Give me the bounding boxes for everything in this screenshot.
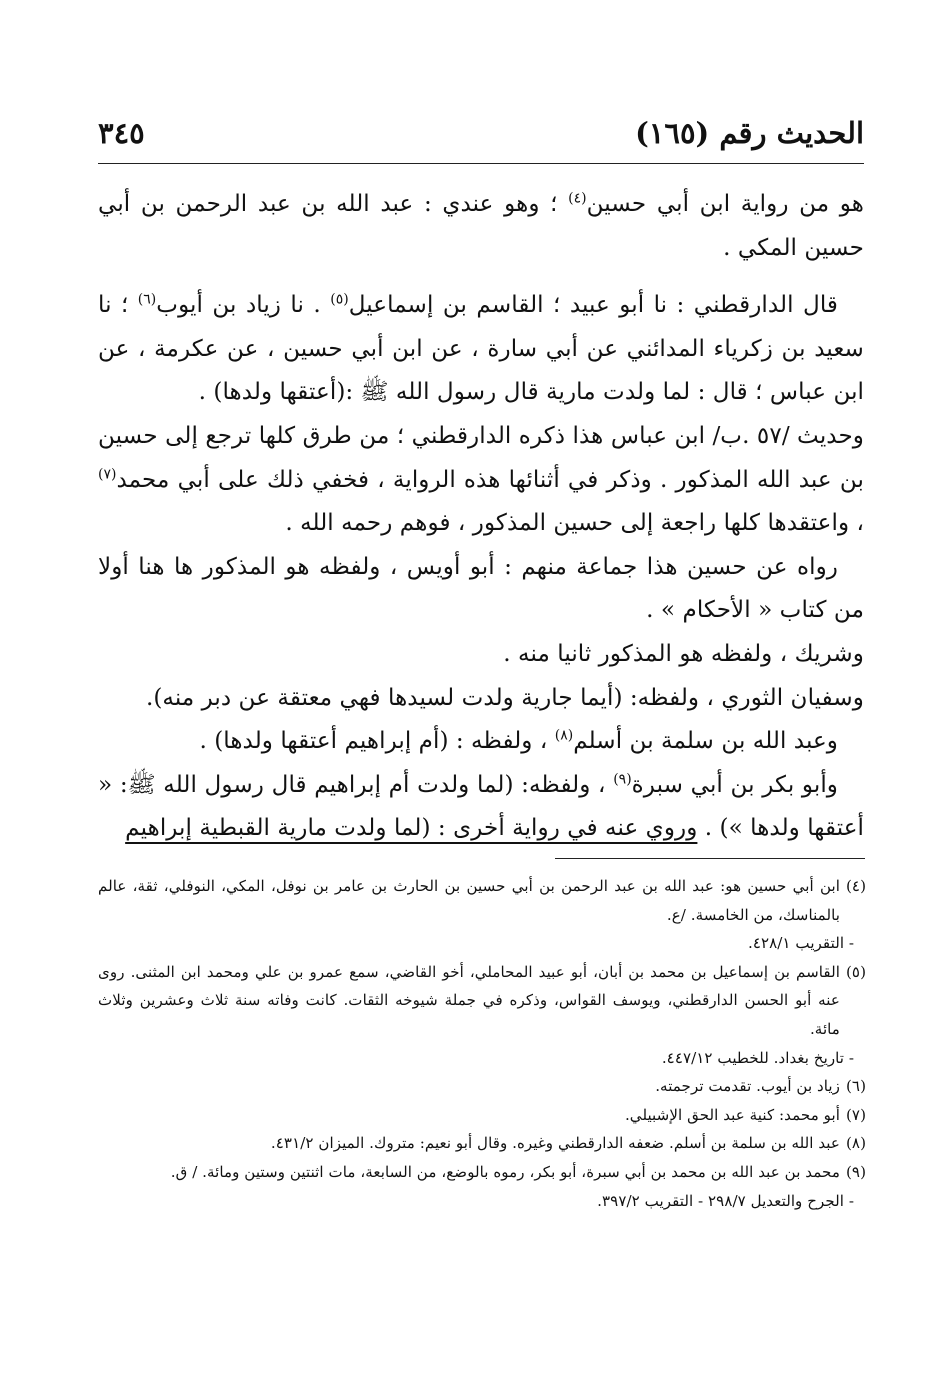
footnote-text: ابن أبي حسين هو: عبد الله بن عبد الرحمن بن أبي حسين بن الحارث بن عامر بن نوفل، المكي، النوفلي، ثقة، عالم بالمناسك، من الخامسة. /ع.	[98, 877, 840, 924]
footnote-source: - الجرح والتعديل ٢٩٨/٧ - التقريب ٣٩٧/٢.	[597, 1191, 854, 1210]
paragraph-2: قال الدارقطني : نا أبو عبيد ؛ القاسم بن إسماعيل$^{(٥)}$ . نا زياد بن أيوب$^{(٦)}$ ؛ نا سعيد بن زكرياء المدائني عن أبي سارة ، عن ابن أبي حسين ، عن عكرمة ، عن ابن عباس ؛ قال : لما ولدت مارية قال رسول الله ﷺ :(أعتقها ولدها) .	[98, 291, 864, 406]
footnote-source: - تاريخ بغداد. للخطيب ٤٤٧/١٢.	[661, 1048, 854, 1067]
footnotes	[98, 872, 866, 1215]
footnote-ref-7[interactable]: (٧)	[98, 465, 117, 482]
footnote-text: القاسم بن إسماعيل بن محمد بن أبان، أبو عبيد المحاملي، أخو القاضي، سمع عمرو بن علي ومحمد ابن المثنى. روى عنه أبو الحسن الدارقطني، ويوسف القواس، وذكره في جملة شيوخه الثقات. كانت وفاته سنة ثلاث وعشرين وثلاث مائة.	[98, 962, 840, 1038]
footnote-ref-4[interactable]: (٤)	[568, 190, 587, 207]
page-number: ٣٤٥	[98, 116, 145, 150]
footnote-ref-8[interactable]: (٨)	[554, 727, 574, 744]
page-header	[98, 108, 864, 158]
header-rule	[98, 163, 864, 164]
paragraph-3: وحديث /٥٧ .ب/ ابن عباس هذا ذكره الدارقطني ؛ من طرق كلها ترجع إلى حسين بن عبد الله المذكور . وذكر في أثنائها هذه الرواية ، فخفي ذلك على أبي محمد$^{(٧)}$ ، واعتقدها كلها راجعة إلى حسين المذكور ، فوهم رحمه الله .	[98, 421, 864, 537]
footnote-8	[98, 1129, 866, 1158]
footnote-source: - التقريب ٤٢٨/١.	[748, 934, 854, 953]
footnote-number: (٨)	[845, 1134, 866, 1153]
footnote-ref-5[interactable]: (٥)	[330, 291, 349, 308]
footnote-text: أبو محمد: كنية عبد الحق الإشبيلي.	[624, 1105, 840, 1124]
main-text	[98, 182, 864, 850]
paragraph-8: وأبو بكر بن أبي سبرة$^{(٩)}$ ، ولفظه: (لما ولدت أم إبراهيم قال رسول الله ﷺ: « أعتقها ولدها ») . وروي عنه في رواية أخرى : (لما ولدت مارية القبطية إبراهيم	[98, 770, 864, 842]
footnote-number: (٧)	[845, 1105, 866, 1124]
paragraph-5: وشريك ، ولفظه هو المذكور ثانيا منه .	[503, 639, 864, 667]
paragraph-7: وعبد الله بن سلمة بن أسلم$^{(٨)}$ ، ولفظه : (أم إبراهيم أعتقها ولدها) .	[199, 727, 838, 755]
footnote-text: عبد الله بن سلمة بن أسلم. ضعفه الدارقطني وغيره. وقال أبو نعيم: متروك. الميزان ٤٣١/٢.	[270, 1134, 840, 1153]
paragraph-4: رواه عن حسين هذا جماعة منهم : أبو أويس ، ولفظه هو المذكور ها هنا أولا من كتاب « الأحكام » .	[98, 552, 864, 624]
footnote-number: (٩)	[845, 1162, 866, 1181]
footnote-7	[98, 1101, 866, 1130]
footnote-number: (٤)	[845, 877, 866, 895]
footnote-number: (٥)	[845, 962, 866, 981]
paragraph-6: وسفيان الثوري ، ولفظه: (أيما جارية ولدت لسيدها فهي معتقة عن دبر منه).	[145, 683, 864, 711]
running-title: الحديث رقم (١٦٥)	[635, 116, 864, 150]
footnote-number: (٦)	[845, 1077, 866, 1096]
footnote-9	[98, 1158, 866, 1187]
footnote-ref-6[interactable]: (٦)	[137, 291, 157, 308]
footnote-6	[98, 1072, 866, 1101]
paragraph-1: هو من رواية ابن أبي حسين$^{(٤)}$ ؛ وهو عندي : عبد الله بن عبد الرحمن بن أبي حسين المكي .	[98, 190, 864, 261]
footnote-4	[98, 872, 866, 929]
footnote-separator	[555, 858, 865, 859]
footnote-text: زياد بن أيوب. تقدمت ترجمته.	[655, 1077, 840, 1096]
footnote-text: محمد بن عبد الله بن محمد بن أبي سبرة، أبو بكر، رموه بالوضع، من السابعة، مات اثنتين وستين ومائة. / ق.	[170, 1162, 840, 1181]
footnote-ref-9[interactable]: (٩)	[613, 770, 632, 787]
underlined-phrase: وروي عنه في رواية أخرى : (لما ولدت مارية القبطية إبراهيم	[125, 814, 698, 842]
footnote-5	[98, 958, 866, 1044]
